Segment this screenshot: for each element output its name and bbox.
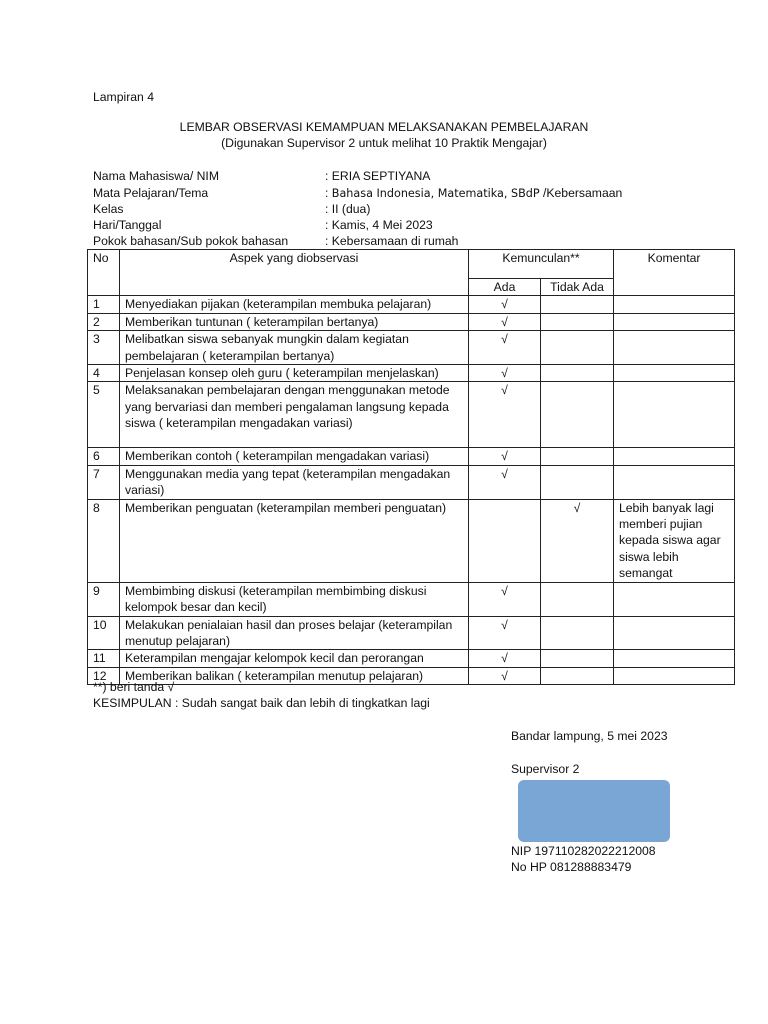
row-aspek: Memberikan tuntunan ( keterampilan bertanya) xyxy=(120,313,469,330)
row-komentar: Lebih banyak lagi memberi pujian kepada siswa agar siswa lebih semangat xyxy=(614,499,735,582)
nama-label: Nama Mahasiswa/ NIM xyxy=(93,169,219,183)
row-ada-check: √ xyxy=(469,313,541,330)
document-subtitle: (Digunakan Supervisor 2 untuk melihat 10 Praktik Mengajar) xyxy=(221,136,547,150)
row-komentar xyxy=(614,448,735,465)
row-aspek: Menggunakan media yang tepat (keterampilan mengadakan variasi) xyxy=(120,465,469,499)
mapel-theme: /Kebersamaan xyxy=(539,186,623,200)
row-no: 1 xyxy=(88,296,120,313)
row-no: 2 xyxy=(88,313,120,330)
observation-table xyxy=(87,249,735,685)
row-no: 5 xyxy=(88,382,120,448)
header-aspek: Aspek yang diobservasi xyxy=(120,250,469,296)
row-ada-check: √ xyxy=(469,616,541,650)
row-komentar xyxy=(614,667,735,684)
row-tidak-ada-check xyxy=(541,313,614,330)
conclusion: KESIMPULAN : Sudah sangat baik dan lebih di tingkatkan lagi xyxy=(93,696,430,710)
row-aspek: Melakukan penialaian hasil dan proses belajar (keterampilan menutup pelajaran) xyxy=(120,616,469,650)
row-tidak-ada-check xyxy=(541,650,614,667)
row-tidak-ada-check xyxy=(541,296,614,313)
row-no: 3 xyxy=(88,331,120,365)
table-row xyxy=(88,365,735,382)
row-aspek: Melaksanakan pembelajaran dengan menggunakan metode yang bervariasi dan memberi pengalaman langsung kepada siswa ( keterampilan mengadakan variasi) xyxy=(120,382,469,448)
row-aspek: Memberikan contoh ( keterampilan mengadakan variasi) xyxy=(120,448,469,465)
table-row xyxy=(88,667,735,684)
row-no: 8 xyxy=(88,499,120,582)
hari-label: Hari/Tanggal xyxy=(93,218,162,232)
row-tidak-ada-check xyxy=(541,382,614,448)
mapel-label: Mata Pelajaran/Tema xyxy=(93,186,209,200)
mapel-subjects: Bahasa Indonesia, Matematika, SBdP xyxy=(331,187,540,200)
signature-stamp xyxy=(518,780,670,842)
row-ada-check: √ xyxy=(469,465,541,499)
row-no: 7 xyxy=(88,465,120,499)
nama-value: : ERIA SEPTIYANA xyxy=(325,169,431,183)
row-aspek: Menyediakan pijakan (keterampilan membuka pelajaran) xyxy=(120,296,469,313)
table-row xyxy=(88,382,735,448)
table-row xyxy=(88,465,735,499)
row-no: 12 xyxy=(88,667,120,684)
row-komentar xyxy=(614,382,735,448)
document-title: LEMBAR OBSERVASI KEMAMPUAN MELAKSANAKAN PEMBELAJARAN xyxy=(179,120,589,134)
pokok-label: Pokok bahasan/Sub pokok bahasan xyxy=(93,234,289,248)
mapel-value-line xyxy=(325,185,622,202)
row-aspek: Penjelasan konsep oleh guru ( keterampilan menjelaskan) xyxy=(120,365,469,382)
kelas-value: : II (dua) xyxy=(325,202,371,216)
row-ada-check: √ xyxy=(469,582,541,616)
table-row xyxy=(88,499,735,582)
signature-role: Supervisor 2 xyxy=(511,762,580,776)
signature-phone: No HP 081288883479 xyxy=(511,860,632,874)
row-komentar xyxy=(614,296,735,313)
row-komentar xyxy=(614,616,735,650)
row-no: 6 xyxy=(88,448,120,465)
row-tidak-ada-check xyxy=(541,365,614,382)
table-row xyxy=(88,331,735,365)
header-tidak-ada: Tidak Ada xyxy=(541,279,614,296)
table-row xyxy=(88,313,735,330)
signature-place-date: Bandar lampung, 5 mei 2023 xyxy=(511,729,668,743)
table-row xyxy=(88,448,735,465)
row-no: 10 xyxy=(88,616,120,650)
row-no: 4 xyxy=(88,365,120,382)
row-ada-check: √ xyxy=(469,667,541,684)
row-ada-check xyxy=(469,499,541,582)
row-komentar xyxy=(614,650,735,667)
row-tidak-ada-check xyxy=(541,667,614,684)
footnote: **) beri tanda √ xyxy=(93,680,175,694)
row-ada-check: √ xyxy=(469,448,541,465)
row-tidak-ada-check xyxy=(541,465,614,499)
header-komentar: Komentar xyxy=(614,250,735,296)
header-ada: Ada xyxy=(469,279,541,296)
table-row xyxy=(88,582,735,616)
row-ada-check: √ xyxy=(469,382,541,448)
row-tidak-ada-check xyxy=(541,331,614,365)
row-aspek: Memberikan balikan ( keterampilan menutup pelajaran) xyxy=(120,667,469,684)
row-komentar xyxy=(614,582,735,616)
kelas-label: Kelas xyxy=(93,202,124,216)
row-tidak-ada-check xyxy=(541,448,614,465)
row-tidak-ada-check xyxy=(541,582,614,616)
table-row xyxy=(88,296,735,313)
table-row xyxy=(88,616,735,650)
row-aspek: Keterampilan mengajar kelompok kecil dan perorangan xyxy=(120,650,469,667)
row-aspek: Memberikan penguatan (keterampilan memberi penguatan) xyxy=(120,499,469,582)
table-row xyxy=(88,650,735,667)
pokok-value: : Kebersamaan di rumah xyxy=(325,234,459,248)
row-ada-check: √ xyxy=(469,365,541,382)
signature-nip: NIP 197110282022212008 xyxy=(511,844,656,858)
row-komentar xyxy=(614,465,735,499)
row-komentar xyxy=(614,331,735,365)
row-ada-check: √ xyxy=(469,650,541,667)
row-komentar xyxy=(614,365,735,382)
row-ada-check: √ xyxy=(469,296,541,313)
mapel-colon: : xyxy=(325,186,332,200)
header-kemunculan: Kemunculan** xyxy=(469,250,614,279)
row-no: 9 xyxy=(88,582,120,616)
row-komentar xyxy=(614,313,735,330)
hari-value: : Kamis, 4 Mei 2023 xyxy=(325,218,433,232)
row-ada-check: √ xyxy=(469,331,541,365)
row-tidak-ada-check xyxy=(541,616,614,650)
row-no: 11 xyxy=(88,650,120,667)
row-aspek: Membimbing diskusi (keterampilan membimbing diskusi kelompok besar dan kecil) xyxy=(120,582,469,616)
row-tidak-ada-check: √ xyxy=(541,499,614,582)
appendix-label: Lampiran 4 xyxy=(93,90,154,104)
row-aspek: Melibatkan siswa sebanyak mungkin dalam kegiatan pembelajaran ( keterampilan bertanya) xyxy=(120,331,469,365)
header-no: No xyxy=(88,250,120,296)
